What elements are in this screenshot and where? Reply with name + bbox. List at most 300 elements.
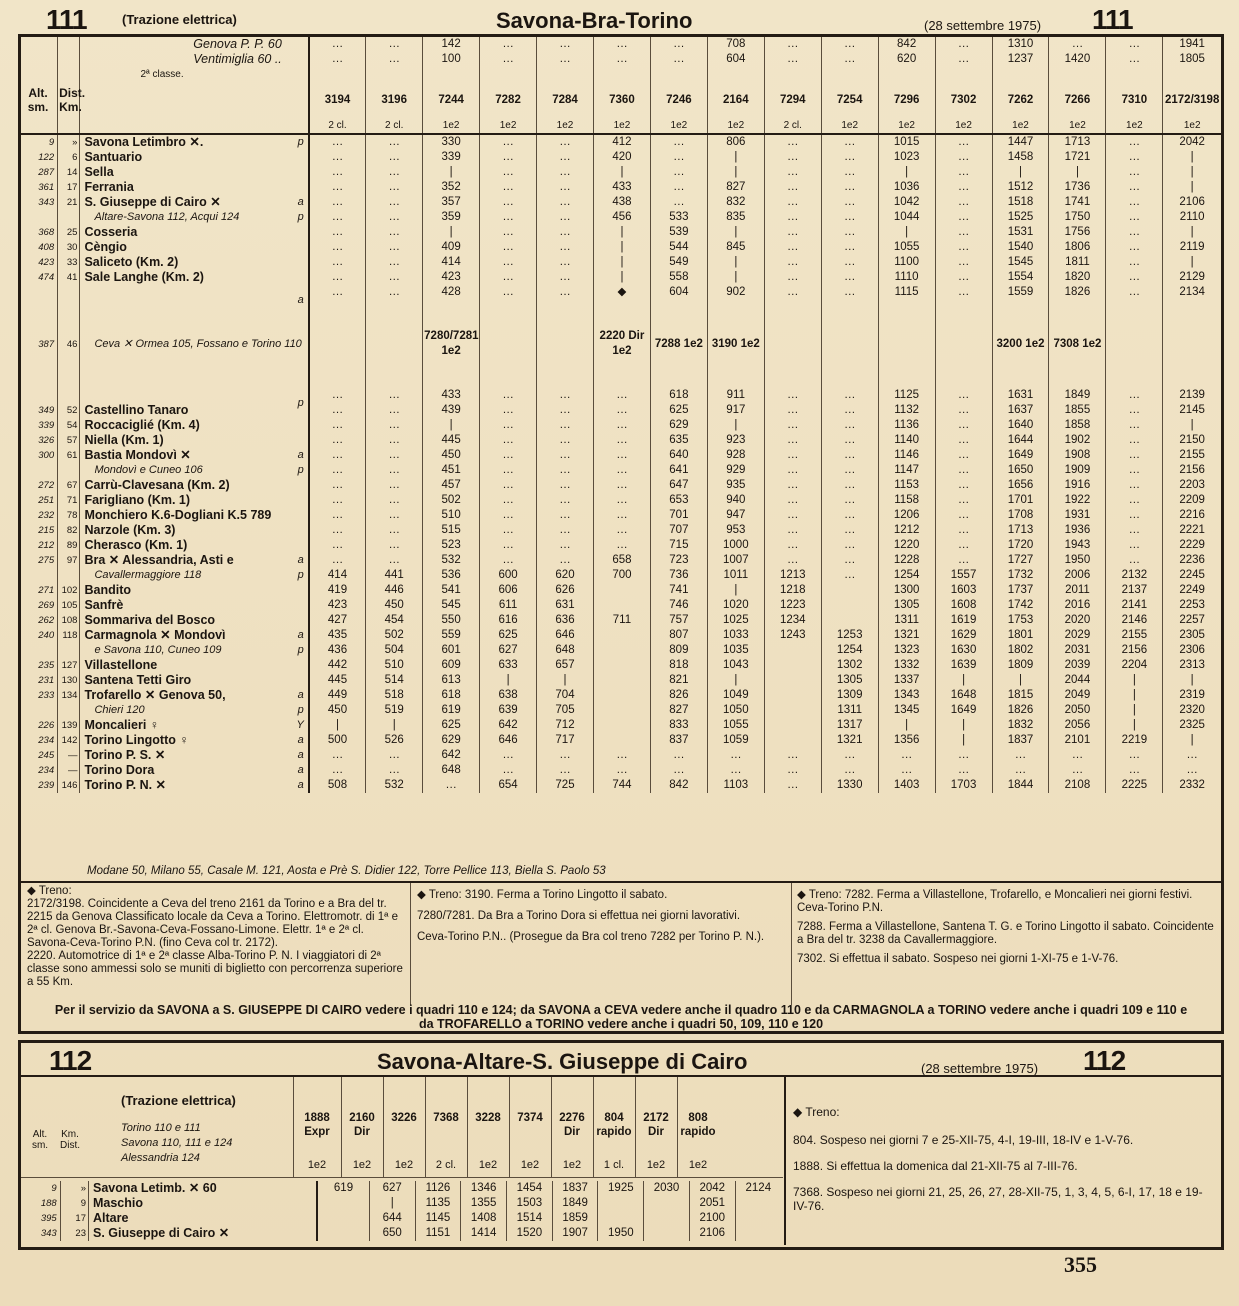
km-cell (58, 67, 80, 82)
time-cell: … (480, 37, 537, 52)
time-cell: 2221 (1163, 523, 1221, 538)
time-cell: … (537, 553, 594, 568)
arr-dep-marker: a (297, 689, 304, 701)
time-cell: 1909 (1049, 463, 1106, 478)
time-cell: … (821, 210, 878, 225)
time-cell: … (935, 388, 992, 403)
time-cell: … (935, 285, 992, 300)
connecting-train (366, 300, 423, 388)
time-cell: | (992, 165, 1049, 180)
blank-cell (992, 67, 1049, 82)
time-cell: 1922 (1049, 493, 1106, 508)
blank-cell (878, 67, 935, 82)
time-cell: 445 (423, 433, 480, 448)
distance: — (58, 748, 80, 763)
time-cell: 1608 (935, 598, 992, 613)
distance (58, 285, 80, 300)
distance: 30 (58, 240, 80, 255)
time-cell: 420 (593, 150, 650, 165)
train-class: 1e2 (423, 118, 480, 134)
time-cell: 1049 (707, 688, 764, 703)
time-cell: 826 (650, 688, 707, 703)
altitude: 226 (38, 720, 55, 731)
time-cell: … (992, 748, 1049, 763)
train-class: 1e2 (935, 118, 992, 134)
time-cell: 1136 (878, 418, 935, 433)
time-cell: | (537, 673, 594, 688)
time-cell: 2134 (1163, 285, 1221, 300)
time-cell: … (309, 225, 366, 240)
time-cell: 741 (650, 583, 707, 598)
time-cell: 1806 (1049, 240, 1106, 255)
time-cell: 619 (423, 703, 480, 718)
station-name: Torino P. S. ✕ a (80, 748, 309, 763)
time-cell: 1355 (461, 1196, 507, 1211)
time-cell: 2110 (1163, 210, 1221, 225)
header-112 (21, 1045, 1221, 1075)
time-cell: 1403 (878, 778, 935, 793)
time-cell: … (821, 418, 878, 433)
timetable-row (21, 388, 1221, 403)
time-cell: 559 (423, 628, 480, 643)
train-class: 1e2 (688, 1159, 708, 1171)
time-cell: | (707, 255, 764, 270)
time-cell: … (764, 134, 821, 150)
time-cell: … (821, 195, 878, 210)
time-cell: 514 (366, 673, 423, 688)
train-number: 7282 (480, 82, 537, 118)
time-cell: 636 (537, 613, 594, 628)
time-cell: | (707, 225, 764, 240)
time-cell: 1147 (878, 463, 935, 478)
time-cell: 1044 (878, 210, 935, 225)
time-cell: 641 (650, 463, 707, 478)
connecting-train: 3200 1e2 (992, 300, 1049, 388)
time-cell: | (707, 583, 764, 598)
time-cell: 1554 (992, 270, 1049, 285)
time-cell: … (1106, 463, 1163, 478)
time-cell: … (480, 270, 537, 285)
time-cell: 1042 (878, 195, 935, 210)
time-cell: 2306 (1163, 643, 1221, 658)
origin-row (21, 52, 1221, 67)
timetable-row (21, 255, 1221, 270)
time-cell: … (935, 478, 992, 493)
time-cell: 412 (593, 134, 650, 150)
time-cell: 2245 (1163, 568, 1221, 583)
time-cell: 1132 (878, 403, 935, 418)
time-cell: 2209 (1163, 493, 1221, 508)
timetable-row (21, 478, 1221, 493)
table-112-number: 112 (49, 1045, 92, 1076)
time-cell: 1525 (992, 210, 1049, 225)
time-cell: 457 (423, 478, 480, 493)
time-cell: 1110 (878, 270, 935, 285)
time-cell: … (366, 37, 423, 52)
connections-112 (121, 1121, 232, 1166)
time-cell: … (309, 403, 366, 418)
time-cell: 508 (309, 778, 366, 793)
altitude: 272 (38, 480, 55, 491)
distance: 82 (58, 523, 80, 538)
time-cell (764, 703, 821, 718)
note-2-3: Ceva-Torino P.N.. (Prosegue da Bra col treno 7282 per Torino P. N.). (417, 931, 765, 943)
timetable-row (21, 134, 1221, 150)
time-cell: 1936 (1049, 523, 1106, 538)
table-number: 111 (46, 4, 87, 35)
distance: 139 (58, 718, 80, 733)
time-cell: 701 (650, 508, 707, 523)
altitude: 215 (38, 525, 55, 536)
time-cell: 1649 (935, 703, 992, 718)
train-number: 2172 Dir (643, 1112, 669, 1138)
time-cell: … (309, 240, 366, 255)
time-cell: … (650, 150, 707, 165)
time-cell: 2056 (1049, 718, 1106, 733)
time-cell: … (1106, 210, 1163, 225)
time-cell: … (480, 418, 537, 433)
time-cell: … (650, 134, 707, 150)
km-cell (58, 52, 80, 67)
time-cell: … (935, 210, 992, 225)
time-cell (764, 733, 821, 748)
time-cell (593, 703, 650, 718)
timetable-row (21, 748, 1221, 763)
time-cell: 1332 (878, 658, 935, 673)
time-cell: 1941 (1163, 37, 1221, 52)
time-cell: … (366, 523, 423, 538)
train-class: 1 cl. (603, 1159, 625, 1171)
time-cell: … (366, 748, 423, 763)
train-class: 1e2 (537, 118, 594, 134)
time-cell: 644 (369, 1211, 415, 1226)
time-cell: 625 (423, 718, 480, 733)
time-cell (735, 1211, 781, 1226)
time-cell: 2145 (1163, 403, 1221, 418)
time-cell: | (1106, 688, 1163, 703)
timetable-row (21, 493, 1221, 508)
station-name: Moncalieri ♀ Y (80, 718, 309, 733)
distance: 127 (58, 658, 80, 673)
time-cell: 446 (366, 583, 423, 598)
connection-3: Alessandria 124 (121, 1152, 200, 1164)
time-cell: 648 (423, 763, 480, 778)
origin-row (21, 37, 1221, 52)
altitude: 287 (38, 167, 55, 178)
time-cell: … (764, 270, 821, 285)
time-cell (644, 1226, 690, 1241)
time-cell: 1153 (878, 478, 935, 493)
time-cell: 2141 (1106, 598, 1163, 613)
time-cell: 2106 (689, 1226, 735, 1241)
time-cell (593, 733, 650, 748)
blank-cell (366, 67, 423, 82)
time-cell: 1837 (552, 1181, 598, 1196)
time-cell: 2216 (1163, 508, 1221, 523)
time-cell: | (309, 718, 366, 733)
altitude: 234 (38, 765, 55, 776)
time-cell: … (764, 403, 821, 418)
time-cell: 618 (423, 688, 480, 703)
time-cell: 441 (366, 568, 423, 583)
time-cell: 100 (423, 52, 480, 67)
station-name: Trofarello ✕ Genova 50, a (80, 688, 309, 703)
station-name: Monchiero K.6-Dogliani K.5 789 (80, 508, 309, 523)
time-cell: … (537, 763, 594, 778)
time-cell: … (650, 165, 707, 180)
time-cell: … (537, 255, 594, 270)
time-cell: … (537, 448, 594, 463)
trains-header-112 (293, 1077, 783, 1177)
time-cell: 1629 (935, 628, 992, 643)
time-cell: … (821, 180, 878, 195)
distance: 61 (58, 448, 80, 463)
train-number: 7254 (821, 82, 878, 118)
station-name: Roccaciglié (Km. 4) (80, 418, 309, 433)
distance: 78 (58, 508, 80, 523)
time-cell: … (764, 225, 821, 240)
time-cell: … (935, 523, 992, 538)
timetable-row (21, 598, 1221, 613)
time-cell: … (1106, 523, 1163, 538)
time-cell: | (423, 165, 480, 180)
time-cell: 2249 (1163, 583, 1221, 598)
time-cell: … (764, 285, 821, 300)
time-cell: 2042 (689, 1181, 735, 1196)
train-number: 7296 (878, 82, 935, 118)
arr-dep-marker: p (297, 704, 304, 716)
time-cell: | (1163, 150, 1221, 165)
station-name: Bandito (80, 583, 309, 598)
time-cell: … (480, 225, 537, 240)
timetable-row (21, 778, 1221, 793)
time-cell: | (593, 225, 650, 240)
time-cell: … (309, 52, 366, 67)
distance: 41 (58, 270, 80, 285)
time-cell: 1254 (878, 568, 935, 583)
time-cell: 1055 (707, 718, 764, 733)
time-cell: … (366, 403, 423, 418)
time-cell: 1908 (1049, 448, 1106, 463)
distance: 17 (58, 180, 80, 195)
train-class: 1e2 (478, 1159, 498, 1171)
arr-dep-marker: p (297, 211, 304, 223)
time-cell: 2044 (1049, 673, 1106, 688)
time-cell: 1300 (878, 583, 935, 598)
time-cell: 1458 (992, 150, 1049, 165)
time-cell: | (593, 165, 650, 180)
time-cell: | (707, 418, 764, 433)
time-cell: 1907 (552, 1226, 598, 1241)
time-cell: 1330 (821, 778, 878, 793)
distance: — (58, 763, 80, 778)
train-class: 2 cl. (309, 118, 366, 134)
time-cell: 833 (650, 718, 707, 733)
train-number: 804 rapido (596, 1112, 632, 1138)
time-cell: 1916 (1049, 478, 1106, 493)
time-cell: 1323 (878, 643, 935, 658)
time-cell: | (935, 733, 992, 748)
time-cell: 558 (650, 270, 707, 285)
arr-dep-marker: a (297, 449, 304, 461)
time-cell: | (1163, 255, 1221, 270)
station-name: Mondovì e Cuneo 106 p (80, 463, 309, 478)
time-cell: 1737 (992, 583, 1049, 598)
time-cell: … (537, 388, 594, 403)
station-name: Cavallermaggiore 118 p (80, 568, 309, 583)
train-number: 2276 Dir (559, 1112, 585, 1138)
time-cell: 435 (309, 628, 366, 643)
time-cell: … (821, 523, 878, 538)
timetable-row (21, 195, 1221, 210)
time-cell: 827 (650, 703, 707, 718)
time-cell: 1809 (992, 658, 1049, 673)
station-name: Ventimiglia 60 .. (80, 52, 309, 67)
time-cell: … (821, 763, 878, 778)
time-cell: … (935, 553, 992, 568)
time-cell: 1902 (1049, 433, 1106, 448)
distance: 134 (58, 688, 80, 703)
time-cell: … (309, 37, 366, 52)
altitude: 188 (40, 1198, 57, 1209)
col-dist-header: Dist. Km. (58, 82, 80, 118)
time-cell: 414 (309, 568, 366, 583)
time-cell: 633 (480, 658, 537, 673)
time-cell: 1855 (1049, 403, 1106, 418)
time-cell: 1644 (992, 433, 1049, 448)
blank-cell (537, 67, 594, 82)
time-cell: … (1106, 195, 1163, 210)
timetable-112-grid (21, 1181, 781, 1241)
station-name: Saliceto (Km. 2) (80, 255, 309, 270)
time-cell: … (480, 748, 537, 763)
time-cell: 631 (537, 598, 594, 613)
time-cell: 2106 (1163, 195, 1221, 210)
time-cell: 2150 (1163, 433, 1221, 448)
time-cell: 1220 (878, 538, 935, 553)
time-cell: … (1106, 285, 1163, 300)
timetable-row (21, 1181, 781, 1196)
train-class: 1e2 (307, 1159, 327, 1171)
time-cell: 1015 (878, 134, 935, 150)
station-name (80, 388, 309, 409)
time-cell: … (764, 508, 821, 523)
time-cell: 827 (707, 180, 764, 195)
time-cell: 1640 (992, 418, 1049, 433)
connecting-train: 7288 1e2 (650, 300, 707, 388)
time-cell (593, 718, 650, 733)
time-cell: 658 (593, 553, 650, 568)
time-cell: … (821, 433, 878, 448)
timetable-111 (18, 34, 1224, 1034)
train-number: 2164 (707, 82, 764, 118)
time-cell: … (366, 52, 423, 67)
train-class: 1e2 (1163, 118, 1221, 134)
time-cell: … (366, 508, 423, 523)
station-name: Chieri 120 p (80, 703, 309, 718)
time-cell: 1701 (992, 493, 1049, 508)
time-cell: … (1106, 150, 1163, 165)
connecting-train: 7308 1e2 (1049, 300, 1106, 388)
time-cell: … (537, 463, 594, 478)
timetable-row (21, 673, 1221, 688)
time-cell: | (423, 418, 480, 433)
time-cell: 1630 (935, 643, 992, 658)
time-cell: … (935, 748, 992, 763)
time-cell: 744 (593, 778, 650, 793)
time-cell: 2101 (1049, 733, 1106, 748)
connecting-train (309, 300, 366, 388)
time-cell: … (821, 270, 878, 285)
time-cell: … (309, 418, 366, 433)
altitude (21, 210, 58, 225)
time-cell: | (1049, 165, 1106, 180)
time-cell: … (821, 463, 878, 478)
alt-cell (21, 67, 58, 82)
time-cell: 757 (650, 613, 707, 628)
time-cell (317, 1211, 369, 1226)
time-cell: 1234 (764, 613, 821, 628)
blank-cell (821, 67, 878, 82)
time-cell: 2156 (1106, 643, 1163, 658)
station-name: e Savona 110, Cuneo 109 p (80, 643, 309, 658)
train-number: 3194 (309, 82, 366, 118)
station-name: Bra ✕ Alessandria, Asti e a (80, 553, 309, 568)
time-cell: … (366, 180, 423, 195)
time-cell: … (309, 523, 366, 538)
time-cell: … (309, 150, 366, 165)
time-cell: 1000 (707, 538, 764, 553)
table-112-number-right: 112 (1083, 1045, 1126, 1076)
time-cell: 1035 (707, 643, 764, 658)
altitude: 239 (38, 780, 55, 791)
altitude: 349 (38, 405, 55, 416)
time-cell: … (1106, 225, 1163, 240)
time-cell: … (480, 763, 537, 778)
arr-dep-marker: p (297, 644, 304, 656)
time-cell: … (764, 180, 821, 195)
note-112-3: 1888. Si effettua la domenica dal 21-XII-75 al 7-III-76. (793, 1159, 1078, 1173)
train-class: 1e2 (1049, 118, 1106, 134)
timetable-row (21, 643, 1221, 658)
station-name: Altare (88, 1211, 317, 1226)
time-cell: … (821, 508, 878, 523)
station-name: Maschio (88, 1196, 317, 1211)
time-cell: 445 (309, 673, 366, 688)
time-cell: … (1049, 748, 1106, 763)
distance: 142 (58, 733, 80, 748)
time-cell: 1518 (992, 195, 1049, 210)
connection-1: Torino 110 e 111 (121, 1122, 201, 1134)
time-cell: … (366, 493, 423, 508)
time-cell: 2332 (1163, 778, 1221, 793)
time-cell: 1115 (878, 285, 935, 300)
time-cell: … (764, 748, 821, 763)
train-number: 7374 (517, 1112, 543, 1124)
time-cell: … (821, 448, 878, 463)
arr-dep-marker: a (297, 554, 304, 566)
time-cell: 1007 (707, 553, 764, 568)
time-cell: 1736 (1049, 180, 1106, 195)
time-cell: 1253 (821, 628, 878, 643)
note-112-2: 804. Sospeso nei giorni 7 e 25-XII-75, 4-I, 19-III, 18-IV e 1-V-76. (793, 1133, 1134, 1147)
time-cell: 2050 (1049, 703, 1106, 718)
timetable-row (21, 270, 1221, 285)
time-cell: | (935, 673, 992, 688)
time-cell: … (366, 388, 423, 403)
station-name: S. Giuseppe di Cairo ✕ a (80, 195, 309, 210)
time-cell: 1346 (461, 1181, 507, 1196)
